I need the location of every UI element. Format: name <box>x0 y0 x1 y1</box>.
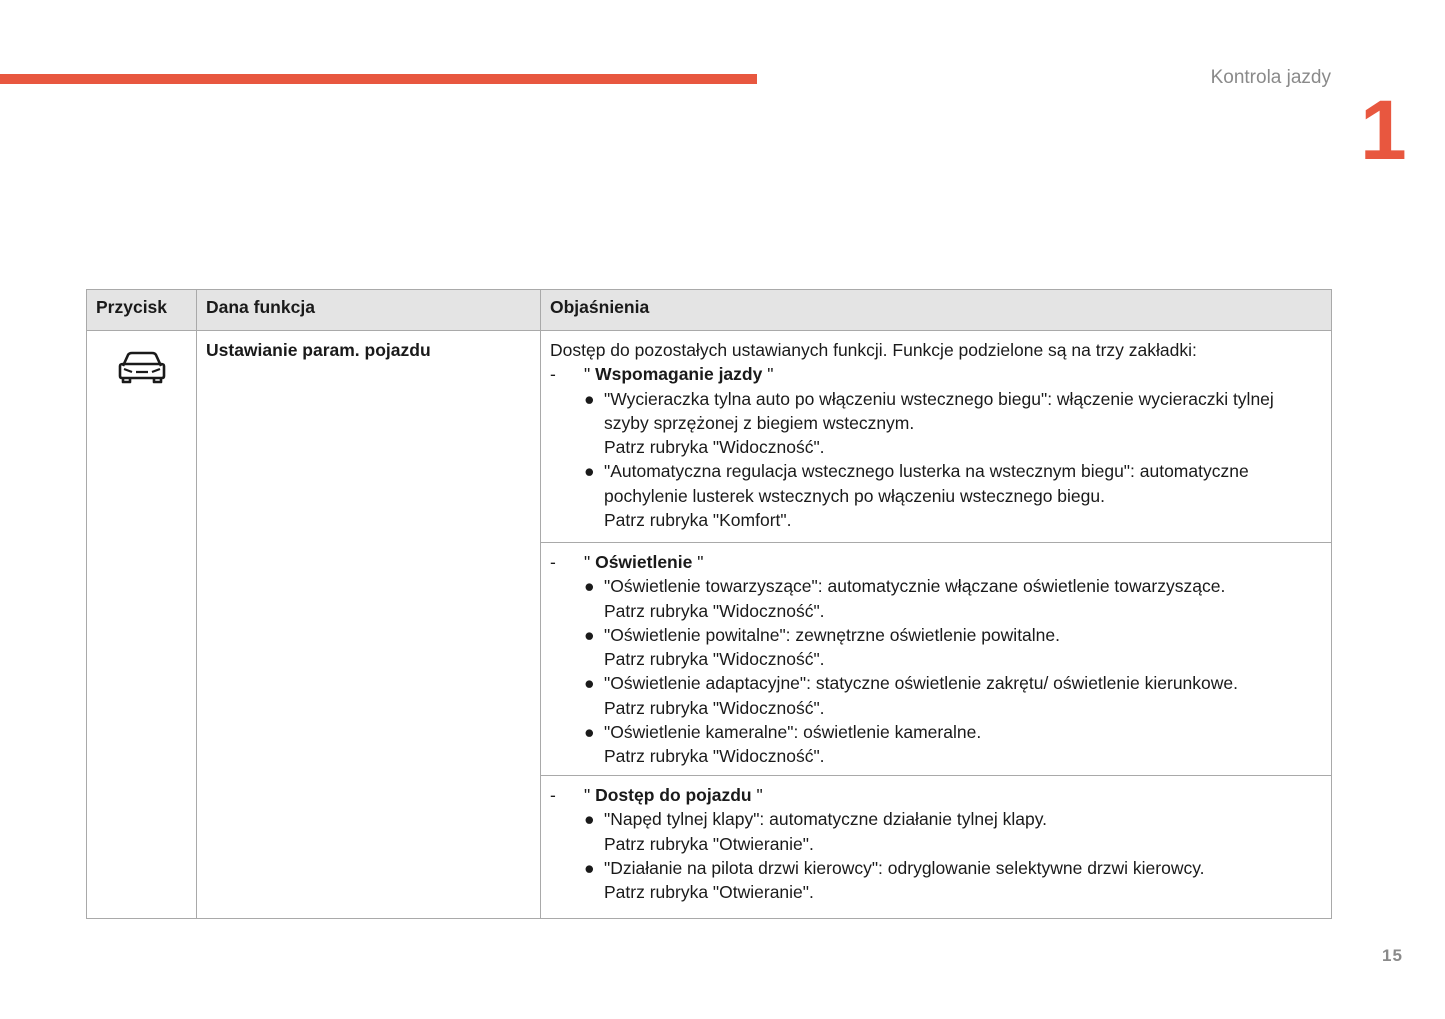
explanation-cell-vehicle-access <box>541 776 1332 919</box>
item-text: "Wycieraczka tylna auto po włączeniu wstecznego biegu": włączenie wycieraczki tylnej szyby sprzężonej z biegiem wstecznym. <box>604 388 1274 433</box>
bullet-icon: ● <box>584 673 595 694</box>
function-cell <box>197 331 541 919</box>
tab-label-lighting: Oświetlenie <box>595 552 693 572</box>
car-settings-icon <box>117 368 167 388</box>
function-name: Ustawianie param. pojazdu <box>206 340 431 360</box>
button-cell <box>87 331 197 919</box>
table-row <box>87 331 1332 543</box>
column-header-button: Przycisk <box>87 290 197 331</box>
section-title: Kontrola jazdy <box>1210 67 1331 88</box>
bullet-icon: ● <box>584 624 595 645</box>
item-reference: Patrz rubryka "Widoczność". <box>604 746 825 767</box>
item-reference: Patrz rubryka "Komfort". <box>604 510 792 531</box>
list-item <box>550 623 1322 672</box>
chapter-number: 1 <box>1360 83 1407 177</box>
item-reference: Patrz rubryka "Otwieranie". <box>604 882 814 903</box>
list-item <box>550 807 1322 856</box>
list-item <box>550 720 1322 769</box>
tab-heading: - " Dostęp do pojazdu " <box>550 783 1322 807</box>
item-text: "Oświetlenie kameralne": oświetlenie kameralne. <box>604 722 982 743</box>
item-reference: Patrz rubryka "Otwieranie". <box>604 833 814 854</box>
bullet-icon: ● <box>584 722 595 743</box>
tab-heading: - " Wspomaganie jazdy " <box>550 362 1322 386</box>
explanation-cell-driving-assist <box>541 331 1332 543</box>
dash-marker: - <box>550 552 556 572</box>
tab-label-driving-assist: Wspomaganie jazdy <box>595 364 763 385</box>
item-reference: Patrz rubryka "Widoczność". <box>604 437 825 458</box>
item-text: "Automatyczna regulacja wstecznego lusterka na wstecznym biegu": automatyczne pochylenie lusterek wstecznych po włączeniu wstecznego biegu. <box>604 461 1249 506</box>
column-header-function: Dana funkcja <box>197 290 541 331</box>
column-header-explanation: Objaśnienia <box>541 290 1332 331</box>
item-reference: Patrz rubryka "Widoczność". <box>604 649 825 670</box>
tab-heading: - " Oświetlenie " <box>550 550 1322 574</box>
intro-text: Dostęp do pozostałych ustawianych funkcji. Funkcje podzielone są na trzy zakładki: <box>550 340 1197 360</box>
list-item <box>550 574 1322 623</box>
item-text: "Oświetlenie powitalne": zewnętrzne oświetlenie powitalne. <box>604 624 1060 645</box>
item-reference: Patrz rubryka "Widoczność". <box>604 600 825 621</box>
bullet-icon: ● <box>584 461 595 482</box>
bullet-icon: ● <box>584 576 595 597</box>
explanation-cell-lighting <box>541 543 1332 776</box>
item-text: "Oświetlenie adaptacyjne": statyczne oświetlenie zakrętu/ oświetlenie kierunkowe. <box>604 673 1238 694</box>
top-accent-bar <box>0 74 757 84</box>
list-item <box>550 387 1322 460</box>
item-text: "Działanie na pilota drzwi kierowcy": odryglowanie selektywne drzwi kierowcy. <box>604 857 1205 878</box>
page-number: 15 <box>1382 946 1403 965</box>
list-item <box>550 856 1322 905</box>
dash-marker: - <box>550 785 556 805</box>
bullet-icon: ● <box>584 857 595 878</box>
bullet-icon: ● <box>584 388 595 409</box>
table-header-row <box>87 290 1332 331</box>
bullet-icon: ● <box>584 809 595 830</box>
item-text: "Oświetlenie towarzyszące": automatycznie włączane oświetlenie towarzyszące. <box>604 576 1226 597</box>
list-item <box>550 459 1322 532</box>
item-text: "Napęd tylnej klapy": automatyczne działanie tylnej klapy. <box>604 809 1048 830</box>
dash-marker: - <box>550 364 556 385</box>
tab-label-vehicle-access: Dostęp do pojazdu <box>595 785 752 805</box>
list-item <box>550 671 1322 720</box>
functions-table <box>86 289 1332 919</box>
item-reference: Patrz rubryka "Widoczność". <box>604 697 825 718</box>
